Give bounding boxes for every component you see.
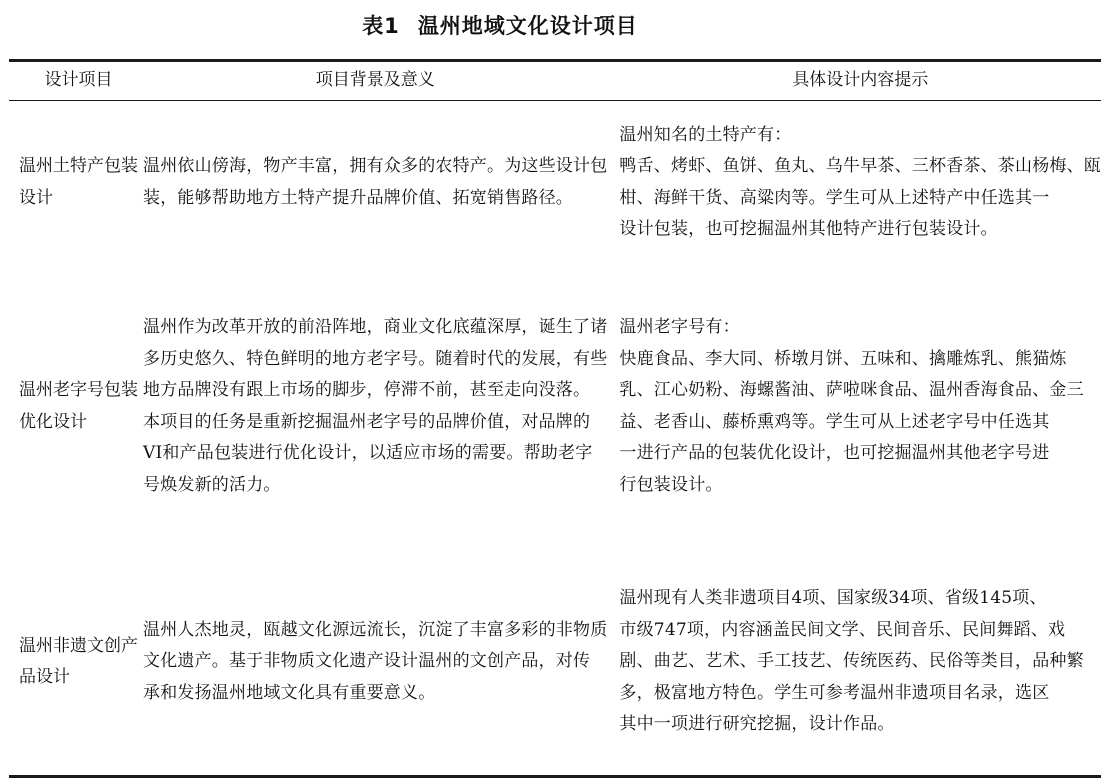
cell-text-line: 一进行产品的包装优化设计，也可挖掘温州其他老字号进 <box>619 443 1050 463</box>
table-caption <box>0 10 1000 40</box>
table-row <box>9 549 1101 777</box>
content-cell <box>615 101 1101 265</box>
header-design-project: 设计项目 <box>9 61 138 101</box>
table-row <box>9 264 1101 549</box>
background-cell <box>138 549 615 777</box>
cell-text-line: 多，极富地方特色。学生可参考温州非遗项目名录，选区 <box>619 682 1050 703</box>
cell-text-line: 优化设计 <box>19 411 87 432</box>
cell-text-line: 剧、曲艺、艺术、手工技艺、传统医药、民俗等类目，品种繁 <box>619 651 1084 672</box>
cell-text-line: 地方品牌没有跟上市场的脚步，停滞不前，甚至走向没落。 <box>143 380 591 400</box>
cell-text-line: 温州依山傍海，物产丰富，拥有众多的农特产。为这些设计包 <box>143 156 608 176</box>
cell-text-line: 鸭舌、烤虾、鱼饼、鱼丸、乌牛早茶、三杯香茶、茶山杨梅、瓯 <box>619 156 1101 176</box>
cell-text-line: 其中一项进行研究挖掘，设计作品。 <box>619 714 895 735</box>
cell-text-line: 温州知名的土特产有： <box>619 124 792 145</box>
background-cell <box>138 264 615 549</box>
cell-text-line: 多历史悠久、特色鲜明的地方老字号。随着时代的发展，有些 <box>143 348 608 369</box>
cell-text-line: 温州作为改革开放的前沿阵地，商业文化底蕴深厚，诞生了诸 <box>143 317 608 337</box>
cell-text-line: 品设计 <box>19 667 70 687</box>
cell-text-line: 本项目的任务是重新挖掘温州老字号的品牌价值，对品牌的 <box>143 411 591 432</box>
cell-text-line: 市级747项，内容涵盖民间文学、民间音乐、民间舞蹈、戏 <box>619 619 1066 640</box>
table-title: 温州地域文化设计项目 <box>417 14 638 38</box>
cell-text-line: 柑、海鲜干货、高粱肉等。学生可从上述特产中任选其一 <box>619 187 1050 208</box>
header-background: 项目背景及意义 <box>138 61 615 101</box>
cell-text-line: 温州土特产包装 <box>19 156 138 176</box>
project-name-cell <box>9 549 138 777</box>
cell-text-line: 快鹿食品、李大同、桥墩月饼、五味和、擒雕炼乳、熊猫炼 <box>619 348 1067 369</box>
cell-text-line: 装，能够帮助地方土特产提升品牌价值、拓宽销售路径。 <box>143 187 573 208</box>
cell-text-line: 行包装设计。 <box>619 474 723 495</box>
design-projects-table <box>9 59 1101 778</box>
cell-text-line: 温州老字号包装 <box>19 380 138 400</box>
cell-text-line: 温州非遗文创产 <box>19 635 138 656</box>
cell-text-line: 乳、江心奶粉、海螺酱油、萨啦咪食品、温州香海食品、金三 <box>619 380 1084 400</box>
cell-text-line: 文化遗产。基于非物质文化遗产设计温州的文创产品，对传 <box>143 651 591 672</box>
table-header-row <box>9 61 1101 101</box>
cell-text-line: 设计 <box>19 187 53 208</box>
content-cell <box>615 264 1101 549</box>
content-cell <box>615 549 1101 777</box>
cell-text-line: 益、老香山、藤桥熏鸡等。学生可从上述老字号中任选其 <box>619 411 1050 432</box>
background-cell <box>138 101 615 265</box>
cell-text-line: 承和发扬温州地域文化具有重要意义。 <box>143 682 436 703</box>
cell-text-line: VI和产品包装进行优化设计，以适应市场的需要。帮助老字 <box>143 443 593 463</box>
project-name-cell <box>9 101 138 265</box>
cell-text-line: 温州现有人类非遗项目4项、国家级34项、省级145项、 <box>619 588 1047 609</box>
cell-text-line: 设计包装，也可挖掘温州其他特产进行包装设计。 <box>619 219 998 239</box>
cell-text-line: 号焕发新的活力。 <box>143 474 281 495</box>
header-content-hints: 具体设计内容提示 <box>615 61 1101 101</box>
cell-text-line: 温州人杰地灵，瓯越文化源远流长，沉淀了丰富多彩的非物质 <box>143 619 608 640</box>
cell-text-line: 温州老字号有： <box>619 317 740 337</box>
table-row <box>9 101 1101 265</box>
table-number: 表1 <box>362 14 400 38</box>
project-name-cell <box>9 264 138 549</box>
